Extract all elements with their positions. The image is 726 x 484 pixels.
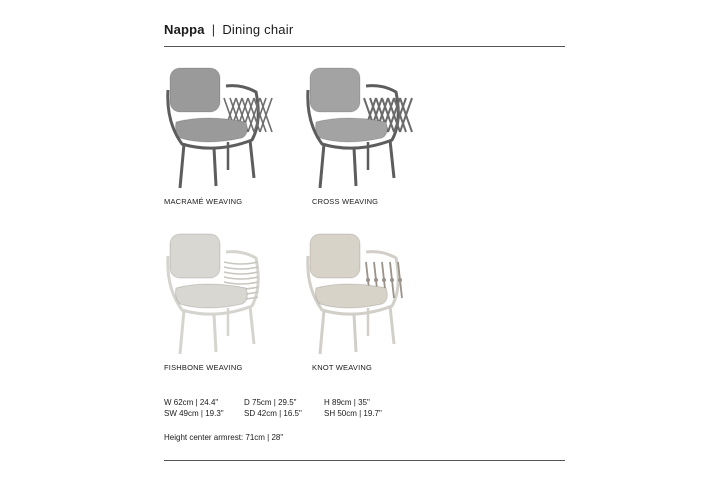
armrest-height: Height center armrest: 71cm | 28" — [164, 433, 284, 442]
variant-label: KNOT WEAVING — [312, 363, 373, 372]
spec-row — [164, 408, 414, 419]
page-title — [164, 22, 293, 37]
spec-depth: D 75cm | 29.5" — [244, 398, 297, 407]
bottom-divider — [164, 460, 565, 461]
spec-row — [164, 397, 414, 408]
chair-image-knot — [286, 228, 416, 358]
chair-image-cross — [286, 62, 416, 192]
chair-icon — [286, 228, 416, 358]
spec-width: W 62cm | 24.4" — [164, 398, 219, 407]
chair-image-fishbone — [146, 228, 276, 358]
chair-icon — [146, 62, 276, 192]
variant-label: CROSS WEAVING — [312, 197, 379, 206]
spec-seat-width: SW 49cm | 19.3" — [164, 409, 224, 418]
chair-image-macrame — [146, 62, 276, 192]
top-divider — [164, 46, 565, 47]
title-separator: | — [211, 22, 216, 37]
dimension-specs — [164, 397, 414, 419]
product-category: Dining chair — [222, 22, 294, 37]
chair-icon — [146, 228, 276, 358]
variant-label: FISHBONE WEAVING — [164, 363, 243, 372]
spec-seat-depth: SD 42cm | 16.5" — [244, 409, 302, 418]
chair-icon — [286, 62, 416, 192]
spec-seat-height: SH 50cm | 19.7" — [324, 409, 382, 418]
spec-height: H 89cm | 35" — [324, 398, 370, 407]
product-name: Nappa — [164, 22, 205, 37]
variant-label: MACRAMÉ WEAVING — [164, 197, 243, 206]
